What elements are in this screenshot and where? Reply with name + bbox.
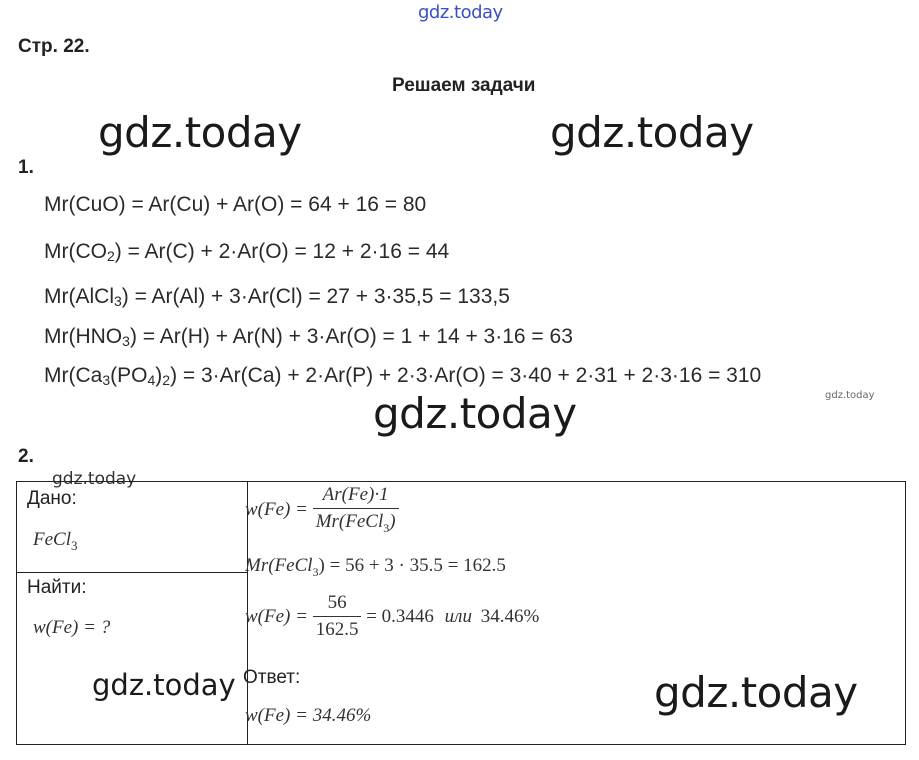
watermark-center: gdz.today: [373, 389, 577, 438]
watermark-right: gdz.today: [550, 108, 754, 157]
solution-line-3: w(Fe) = $\frac{56}{162.5}$ = 0.3446 или 34.46%: [245, 592, 540, 640]
formula-cuo: Mr(CuO) = Ar(Cu) + Ar(O) = 64 + 16 = 80: [44, 193, 427, 216]
solution-line-1: w(Fe) = $\frac{Ar(Fe)\cdot 1}{Mr(FeCl_3)}$: [245, 484, 399, 536]
watermark-tiny: gdz.today: [825, 390, 875, 401]
watermark-table-right: gdz.today: [654, 668, 858, 717]
find-value: w(Fe) = ?: [33, 617, 111, 638]
table-row-divider: [17, 572, 247, 573]
watermark-left: gdz.today: [98, 108, 302, 157]
page-reference: Стр. 22.: [18, 36, 90, 57]
find-label: Найти:: [27, 577, 87, 598]
solution-line-2: Mr(FeCl$_3$) = 56 + 3 · 35.5 = 162.5: [245, 555, 506, 579]
given-label: Дано:: [27, 488, 77, 509]
task-1-number: 1.: [18, 157, 34, 178]
answer-value: w(Fe) = 34.46%: [245, 705, 372, 726]
answer-label: Ответ:: [243, 667, 301, 688]
given-value: FeCl$_3$: [33, 529, 78, 553]
formula-ca3po42: $Mr(Ca_3(PO_4)_2) = 3\cdot Ar(Ca) + 2\cdot Ar(P) + 2\cdot 3\cdot Ar(O) = 3\cdot 40 + 2\cdot 31 + 2\cdot 3\cdot 16 = 310$: [44, 364, 762, 388]
watermark-table-left: gdz.today: [92, 668, 236, 702]
section-heading: Решаем задачи: [392, 75, 536, 96]
formula-co2: $Mr(CO_2) = Ar(C) + 2\cdot Ar(O) = 12 + 2\cdot 16 = 44$: [44, 240, 450, 264]
formula-alcl3: Mr(AlCl$_3$) = Ar(Al) + 3·Ar(Cl) = 27 + 3·35,5 = 133,5: [44, 285, 510, 309]
formula-hno3: $Mr(HNO_3) = Ar(H) + Ar(N) + 3\cdot Ar(O) = 1 + 14 + 3\cdot 16 = 63$: [44, 325, 573, 349]
task-2-number: 2.: [18, 446, 34, 467]
watermark-small: gdz.today: [52, 469, 137, 489]
watermark-top: gdz.today: [418, 2, 503, 23]
